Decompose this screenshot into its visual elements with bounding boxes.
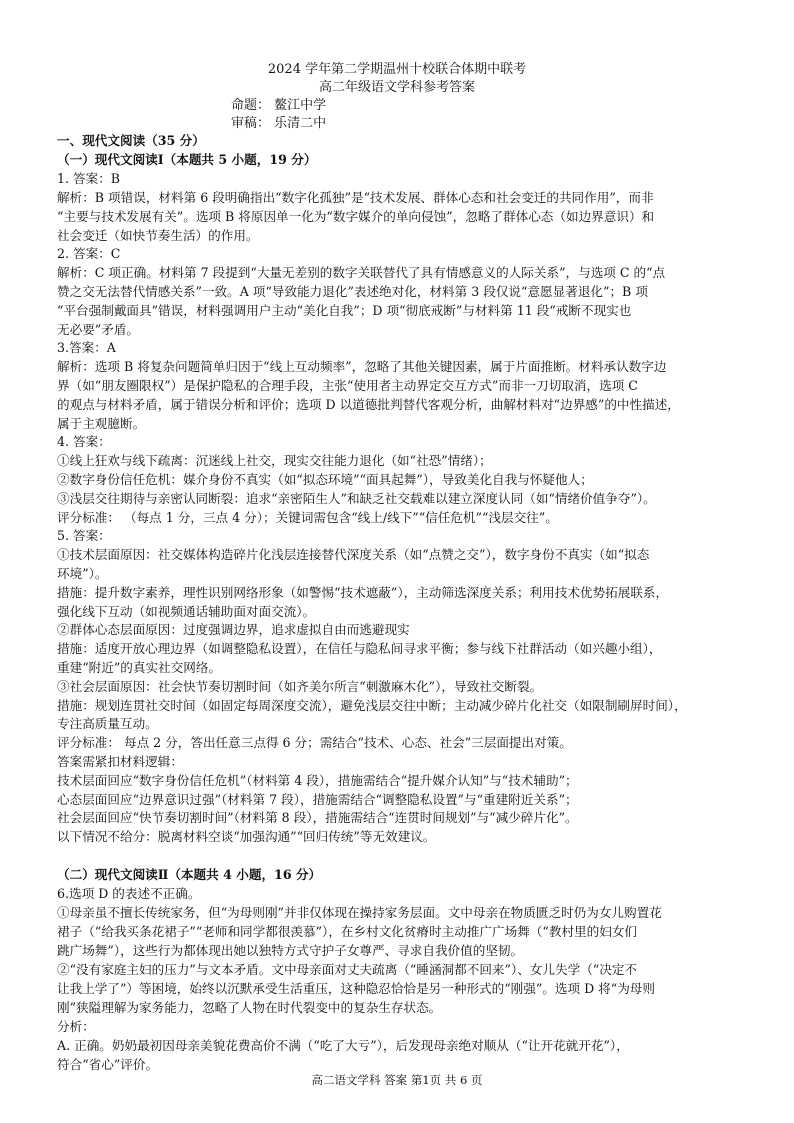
answer-point: 重建“附近”的真实社交网络。 xyxy=(57,660,222,675)
answer-point: 措施：提升数字素养，理性识别网络形象（如警惕“技术遮蔽”），主动筛选深度关系；利用技术优势拓展联系， xyxy=(57,585,669,600)
analysis-line: 刚”狭隘理解为家务能力，忽略了人物在时代裂变中的复杂生存状态。 xyxy=(57,1000,442,1015)
answer-note: 答案需紧扣材料逻辑： xyxy=(57,754,183,769)
author-credit: 命题： 鳌江中学 xyxy=(231,98,327,113)
analysis-line: 跳广场舞”），这些行为都体现出她以独特方式守护子女尊严、寻求自我价值的坚韧。 xyxy=(57,943,524,958)
analysis-line: ②“没有家庭主妇的压力”与文本矛盾。文中母亲面对丈夫疏离（“睡涵洞都不回来”）、女儿失学（“决定不 xyxy=(57,962,638,977)
analysis-line: 解析：C 项正确。材料第 7 段提到“大量无差别的数字关联替代了具有情感意义的人际关系”，与选项 C 的“点 xyxy=(57,265,666,280)
answer-point: 措施：适度开放心理边界（如调整隐私设置），在信任与隐私间寻求平衡；参与线下社群活动（如兴趣小组）， xyxy=(57,641,662,656)
answer-point: 措施：规划连贯社交时间（如固定每周深度交流），避免浅层交往中断；主动减少碎片化社交（如限制刷屏时间）， xyxy=(57,698,687,713)
answer-line: 1. 答案：B xyxy=(57,171,121,186)
answer-point: ①线上狂欢与线下疏离：沉迷线上社交，现实交往能力退化（如“社恐”情绪）； xyxy=(57,453,492,468)
subsection-heading: （二）现代文阅读Ⅱ（本题共 4 小题，16 分） xyxy=(57,867,322,882)
analysis-line: 界（如“朋友圈限权”）是保护隐私的合理手段，主张“使用者主动界定交互方式”而非一刀切取消，选项 C xyxy=(57,378,638,393)
answer-note: 技术层面回应“数字身份信任危机”（材料第 4 段），措施需结合“提升媒介认知”与“技术辅助”； xyxy=(57,773,578,788)
analysis-line: “平台强制戴面具”错误，材料强调用户主动“美化自我”；D 项“彻底戒断”与材料第 11 段“戒断不现实也 xyxy=(57,303,632,318)
answer-point: ③社会层面原因：社会快节奏切割时间（如齐美尔所言“刺激麻木化”），导致社交断裂。 xyxy=(57,679,543,694)
answer-point: 环境”）。 xyxy=(57,566,108,581)
answer-line: 4. 答案： xyxy=(57,434,111,449)
section-heading: 一、现代文阅读（35 分） xyxy=(57,133,205,148)
analysis-line: 裙子（“给我买条花裙子”“老师和同学都很羡慕”），在乡村文化贫瘠时主动推广广场舞（“教村里的妇女们 xyxy=(57,924,638,939)
scoring-criteria: 评分标准： 每点 2 分，答出任意三点得 6 分；需结合“技术、心态、社会”三层面提出对策。 xyxy=(57,735,572,750)
answer-line: 5. 答案： xyxy=(57,528,111,543)
analysis-line: 的观点与材料矛盾，属于错误分析和评价；选项 D 以道德批判替代客观分析，曲解材料对“边界感”的中性描述， xyxy=(57,397,680,412)
analysis-line: 解析：选项 B 将复杂问题简单归因于“线上互动频率”，忽略了其他关键因素，属于片面推断。材料承认数字边 xyxy=(57,359,667,374)
analysis-line: A. 正确。奶奶最初因母亲美貌花费高价不满（“吃了大亏”），后发现母亲绝对顺从（“让开花就开花”）， xyxy=(57,1038,629,1053)
answer-point: ②数字身份信任危机：媒介身份不真实（如“拟态环境”“面具起舞”），导致美化自我与怀疑他人； xyxy=(57,472,593,487)
answer-point: ③浅层交往期待与亲密认同断裂：追求“亲密陌生人”和缺乏社交载难以建立深度认同（如“情绪价值争夺”）。 xyxy=(57,491,656,506)
answer-line: 6.选项 D 的表述不正确。 xyxy=(57,886,201,901)
page-footer: 高二语文学科 答案 第1页 共 6 页 xyxy=(311,1073,483,1087)
analysis-line: 赞之交无法替代情感关系”一致。A 项“导致能力退化”表述绝对化，材料第 3 段仅说“意愿显著退化”；B 项 xyxy=(57,284,648,299)
answer-line: 3.答案：A xyxy=(57,340,116,355)
answer-point: 专注高质量互动。 xyxy=(57,716,158,731)
answer-point: 强化线下互动（如视频通话辅助面对面交流）。 xyxy=(57,604,316,619)
analysis-line: 无必要”矛盾。 xyxy=(57,322,140,337)
answer-point: ②群体心态层面原因：过度强调边界，追求虚拟自由而逃避现实 xyxy=(57,622,410,637)
analysis-line: ①母亲虽不擅长传统家务，但“为母则刚”并非仅体现在操持家务层面。文中母亲在物质匮乏时仍为女儿购置花 xyxy=(57,905,662,920)
analysis-line: 属于主观臆断。 xyxy=(57,416,146,431)
analysis-line: 符合“省心”评价。 xyxy=(57,1057,159,1072)
analysis-line: 解析：B 项错误，材料第 6 段明确指出“数字化孤独”是“技术发展、群体心态和社会变迁的共同作用”，而非 xyxy=(57,190,654,205)
analysis-line: “主要与技术发展有关”。选项 B 将原因单一化为“数字媒介的单向侵蚀”，忽略了群体心态（如边界意识）和 xyxy=(57,209,655,224)
answer-point: ①技术层面原因：社交媒体构造碎片化浅层连接替代深度关系（如“点赞之交”），数字身份不真实（如“拟态 xyxy=(57,547,650,562)
analysis-heading: 分析： xyxy=(57,1019,95,1034)
scoring-criteria: 评分标准： （每点 1 分，三点 4 分）；关键词需包含“线上/线下”“信任危机”“浅层交往”。 xyxy=(57,510,558,525)
exam-title: 2024 学年第二学期温州十校联合体期中联考 xyxy=(267,62,527,77)
answer-note: 社会层面回应“快节奏切割时间”（材料第 8 段），措施需结合“连贯时间规划”与“减少碎片化”。 xyxy=(57,810,578,825)
subsection-heading: （一）现代文阅读Ⅰ（本题共 5 小题，19 分） xyxy=(57,152,317,167)
answer-line: 2. 答案：C xyxy=(57,246,121,261)
answer-note: 以下情况不给分：脱离材料空谈“加强沟通”“回归传统”等无效建议。 xyxy=(57,829,436,844)
analysis-line: 社会变迁（如快节奏生活）的作用。 xyxy=(57,228,259,243)
answer-note: 心态层面回应“边界意识过强”（材料第 7 段），措施需结合“调整隐私设置”与“重建附近关系”； xyxy=(57,792,578,807)
answer-key-title: 高二年级语文学科参考答案 xyxy=(318,80,475,95)
analysis-line: 让我上学了”）等困境，始终以沉默承受生活重压，这种隐忍恰恰是另一种形式的“刚强”。选项 D 将“为母则 xyxy=(57,981,655,996)
reviewer-credit: 审稿： 乐清二中 xyxy=(231,116,327,131)
